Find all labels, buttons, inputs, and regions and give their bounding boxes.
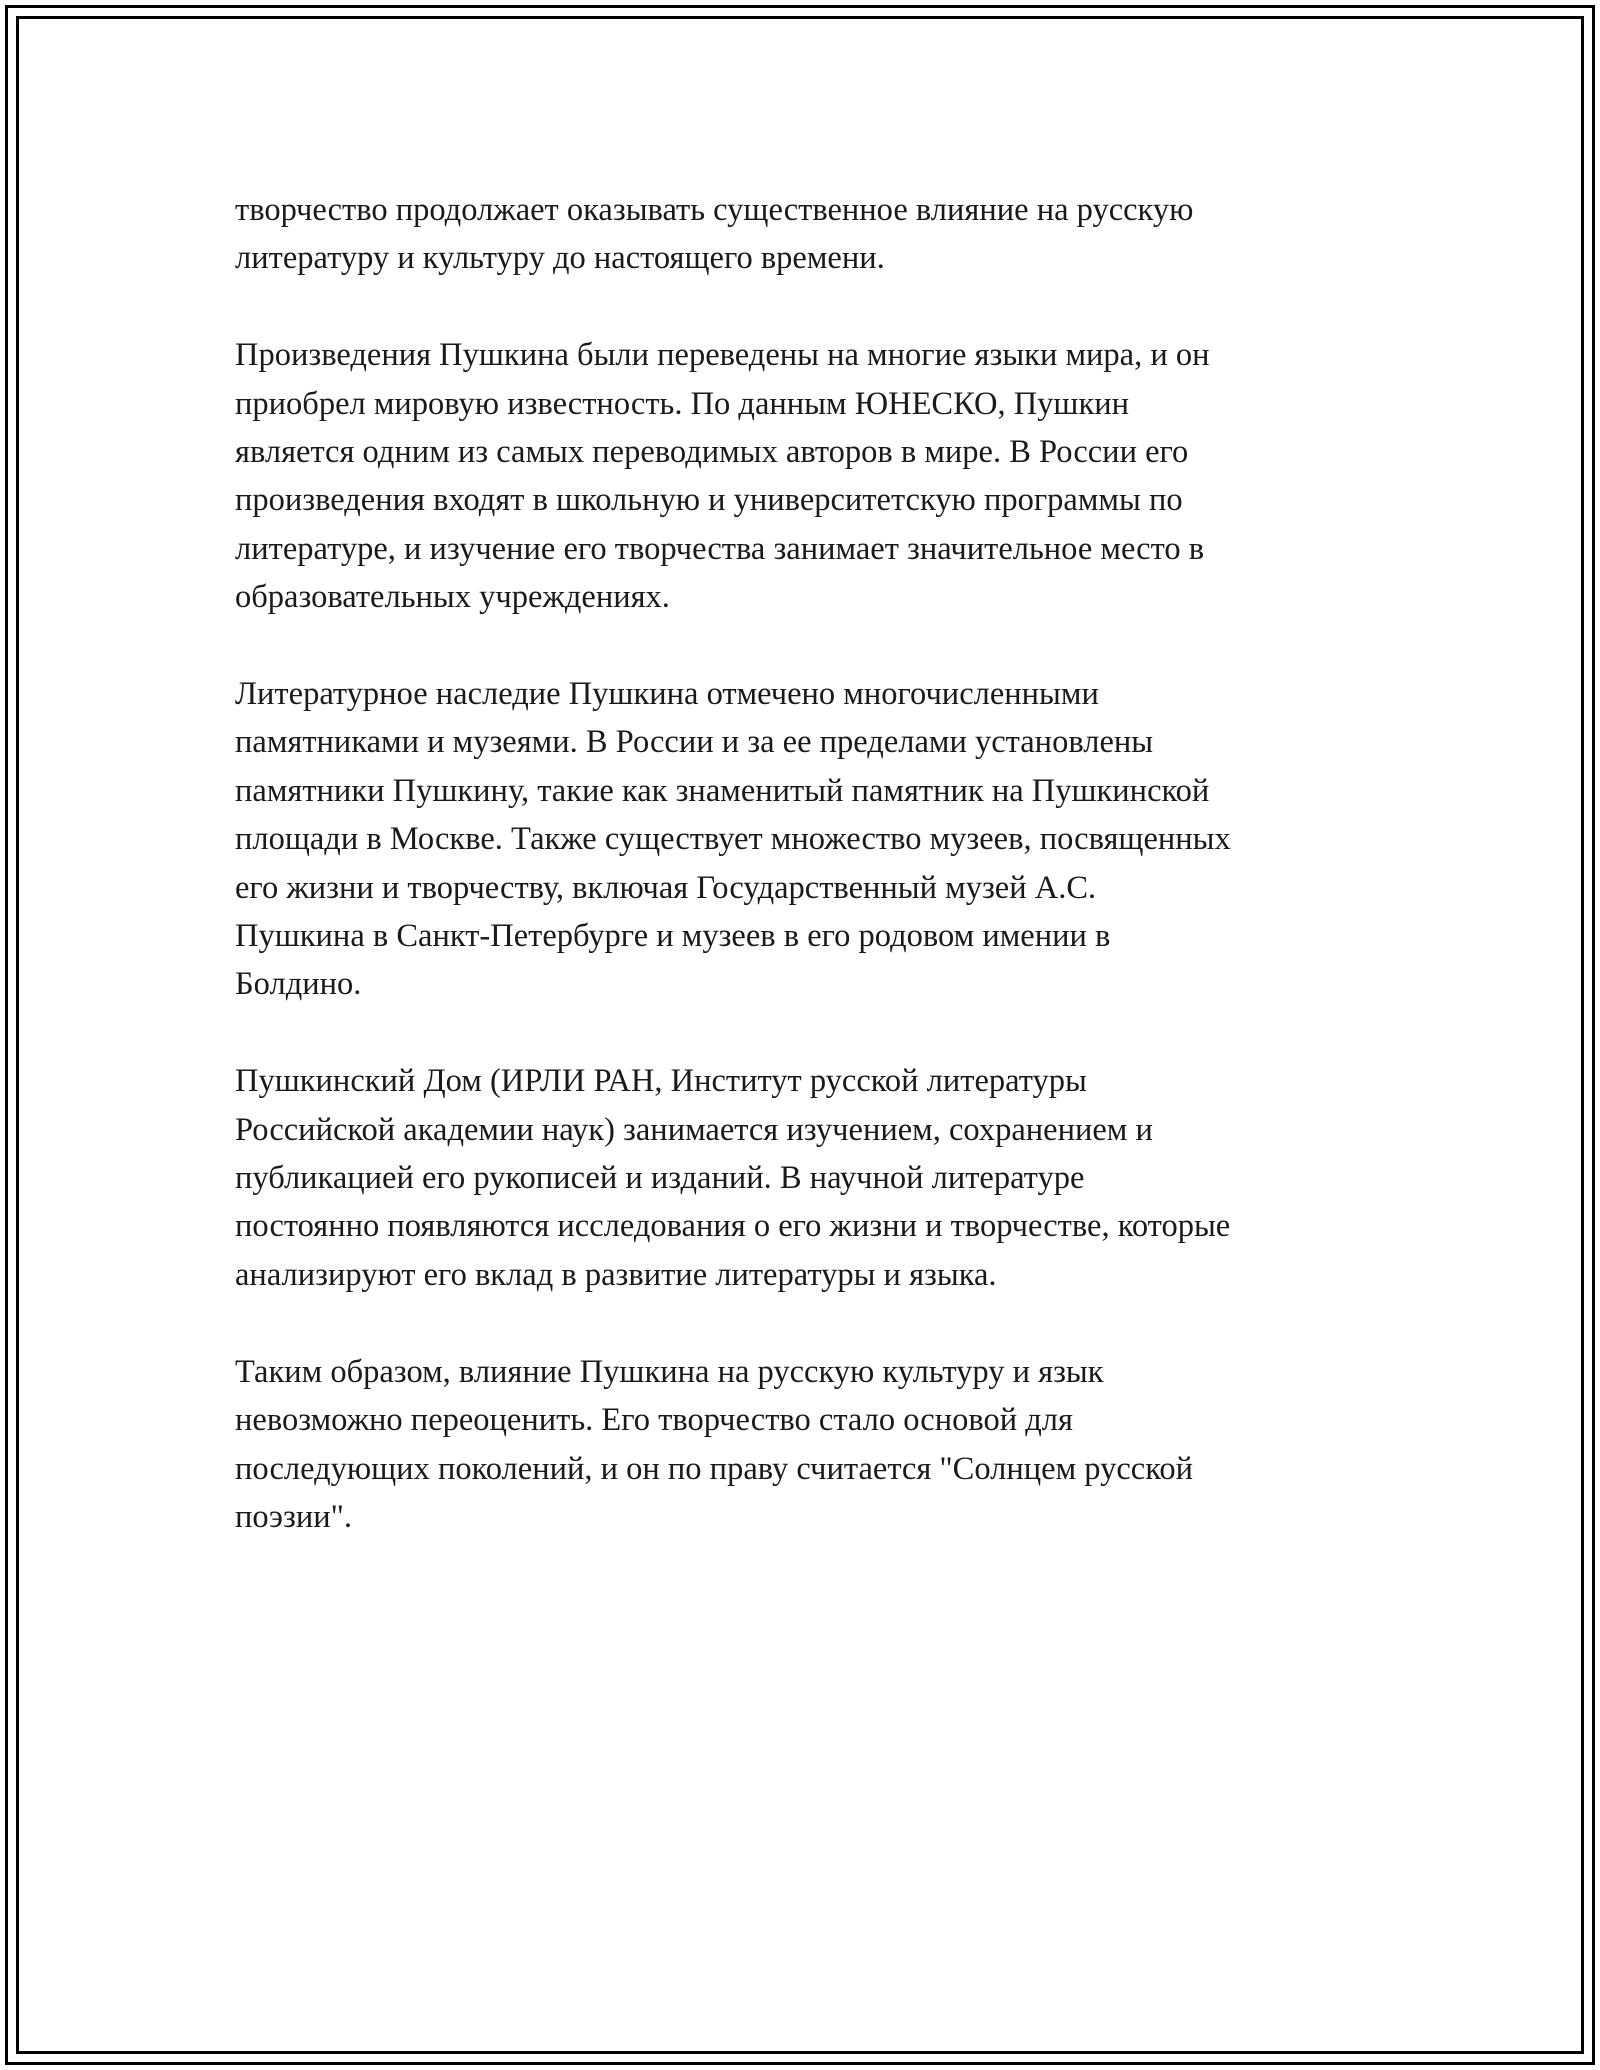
text-line: Болдино. xyxy=(235,966,362,1003)
paragraph-pushkin-house xyxy=(235,1057,1385,1299)
paragraph-translations xyxy=(235,331,1385,621)
text-line: литературе, и изучение его творчества занимает значительное место в xyxy=(235,530,1205,567)
text-line: невозможно переоценить. Его творчество стало основой для xyxy=(235,1402,1073,1439)
text-line: приобрел мировую известность. По данным ЮНЕСКО, Пушкин xyxy=(235,385,1130,422)
text-line: постоянно появляются исследования о его жизни и творчестве, которые xyxy=(235,1208,1231,1245)
text-line: произведения входят в школьную и университетскую программы по xyxy=(235,482,1183,519)
text-line: анализируют его вклад в развитие литературы и языка. xyxy=(235,1256,997,1293)
text-line: Пушкинский Дом (ИРЛИ РАН, Институт русской литературы xyxy=(235,1063,1087,1100)
text-line: памятниками и музеями. В России и за ее пределами установлены xyxy=(235,724,1154,761)
text-line: памятники Пушкину, такие как знаменитый памятник на Пушкинской xyxy=(235,772,1210,809)
document-body xyxy=(235,186,1385,1590)
text-line: литературу и культуру до настоящего времени. xyxy=(235,240,885,277)
text-line: образовательных учреждениях. xyxy=(235,579,670,616)
text-line: Российской академии наук) занимается изучением, сохранением и xyxy=(235,1111,1153,1148)
text-line: Произведения Пушкина были переведены на многие языки мира, и он xyxy=(235,337,1210,374)
text-line: творчество продолжает оказывать существенное влияние на русскую xyxy=(235,192,1194,228)
text-line: публикацией его рукописей и изданий. В научной литературе xyxy=(235,1160,1085,1197)
paragraph-monuments xyxy=(235,670,1385,1009)
paragraph-conclusion xyxy=(235,1348,1385,1542)
text-line: его жизни и творчеству, включая Государственный музей А.С. xyxy=(235,869,1097,906)
text-line: Пушкина в Санкт-Петербурге и музеев в его родовом имении в xyxy=(235,918,1111,955)
text-line: Литературное наследие Пушкина отмечено многочисленными xyxy=(235,676,1099,713)
text-line: Таким образом, влияние Пушкина на русскую культуру и язык xyxy=(235,1353,1104,1390)
paragraph-influence xyxy=(235,186,1385,283)
text-line: последующих поколений, и он по праву считается "Солнцем русской xyxy=(235,1450,1194,1487)
text-line: площади в Москве. Также существует множество музеев, посвященных xyxy=(235,821,1231,858)
text-line: является одним из самых переводимых авторов в мире. В России его xyxy=(235,434,1189,471)
text-line: поэзии". xyxy=(235,1498,353,1535)
